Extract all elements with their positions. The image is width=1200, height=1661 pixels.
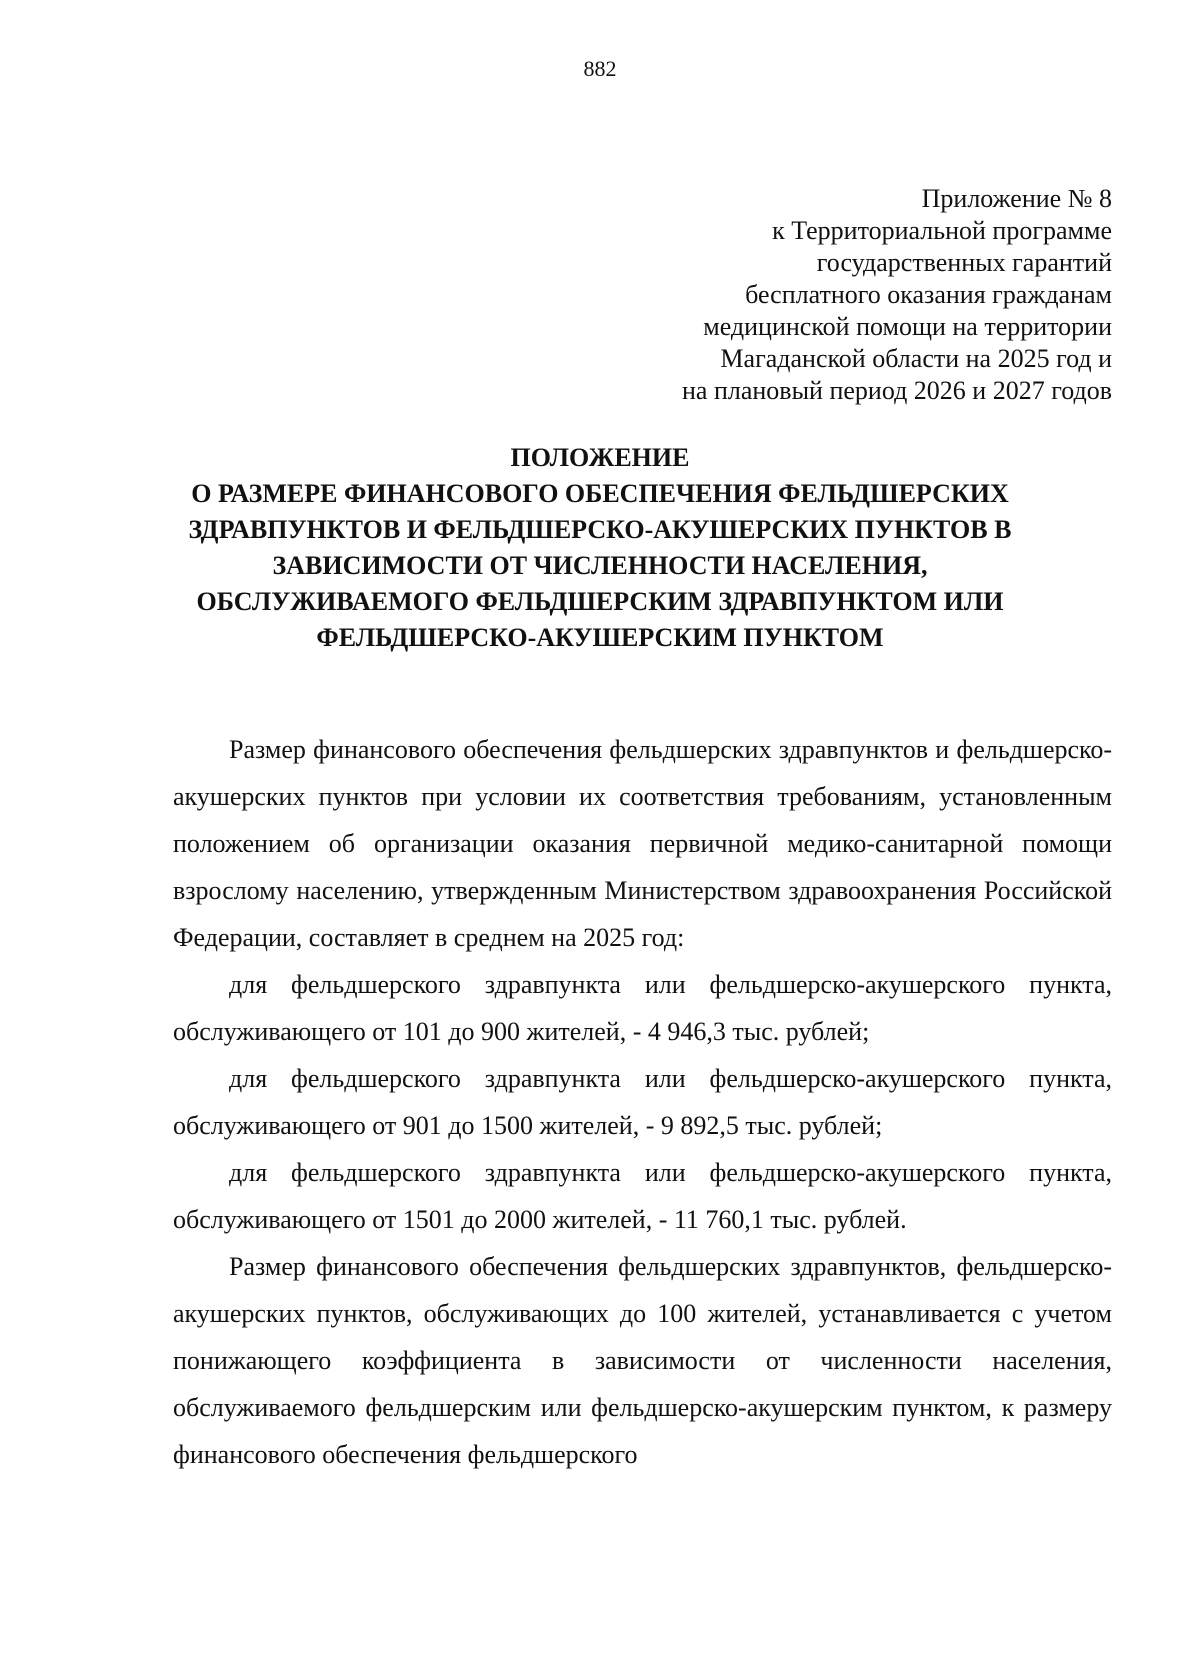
appendix-line: Приложение № 8 bbox=[921, 184, 1112, 213]
page-number: 882 bbox=[583, 56, 617, 81]
appendix-line: государственных гарантий bbox=[816, 248, 1112, 277]
paragraph-tier-101-900: для фельдшерского здравпункта или фельдшерско-акушерского пункта, обслуживающего от 101 до 900 жителей, - 4 946,3 тыс. рублей; bbox=[173, 970, 1112, 1046]
document-title bbox=[100, 440, 1100, 656]
body-text bbox=[173, 726, 1112, 1478]
title-line: ЗАВИСИМОСТИ ОТ ЧИСЛЕННОСТИ НАСЕЛЕНИЯ, bbox=[272, 551, 928, 580]
appendix-line: к Территориальной программе bbox=[772, 216, 1112, 245]
paragraph-tier-1501-2000: для фельдшерского здравпункта или фельдшерско-акушерского пункта, обслуживающего от 1501 до 2000 жителей, - 11 760,1 тыс. рублей. bbox=[173, 1158, 1112, 1234]
appendix-line: на плановый период 2026 и 2027 годов bbox=[682, 376, 1112, 405]
appendix-line: медицинской помощи на территории bbox=[703, 312, 1112, 341]
appendix-line: бесплатного оказания гражданам bbox=[745, 280, 1112, 309]
title-line: ФЕЛЬДШЕРСКО-АКУШЕРСКИМ ПУНКТОМ bbox=[316, 623, 884, 652]
title-line: ОБСЛУЖИВАЕМОГО ФЕЛЬДШЕРСКИМ ЗДРАВПУНКТОМ ИЛИ bbox=[196, 587, 1004, 616]
appendix-line: Магаданской области на 2025 год и bbox=[720, 344, 1112, 373]
title-line: ПОЛОЖЕНИЕ bbox=[510, 443, 690, 472]
title-line: О РАЗМЕРЕ ФИНАНСОВОГО ОБЕСПЕЧЕНИЯ ФЕЛЬДШЕРСКИХ bbox=[191, 479, 1009, 508]
title-line: ЗДРАВПУНКТОВ И ФЕЛЬДШЕРСКО-АКУШЕРСКИХ ПУНКТОВ В bbox=[188, 515, 1012, 544]
paragraph-intro: Размер финансового обеспечения фельдшерских здравпунктов и фельдшерско-акушерских пунктов при условии их соответствия требованиям, установленным положением об организации оказания первичной медико-санитарной помощи взрослому населению, утвержденным Министерством здравоохранения Российской Федерации, составляет в среднем на 2025 год: bbox=[173, 735, 1112, 952]
appendix-block bbox=[682, 183, 1112, 407]
paragraph-tier-901-1500: для фельдшерского здравпункта или фельдшерско-акушерского пункта, обслуживающего от 901 до 1500 жителей, - 9 892,5 тыс. рублей; bbox=[173, 1064, 1112, 1140]
paragraph-small-points: Размер финансового обеспечения фельдшерских здравпунктов, фельдшерско-акушерских пунктов, обслуживающих до 100 жителей, устанавливается с учетом понижающего коэффициента в зависимости от численности населения, обслуживаемого фельдшерским или фельдшерско-акушерским пунктом, к размеру финансового обеспечения фельдшерского bbox=[173, 1252, 1112, 1469]
